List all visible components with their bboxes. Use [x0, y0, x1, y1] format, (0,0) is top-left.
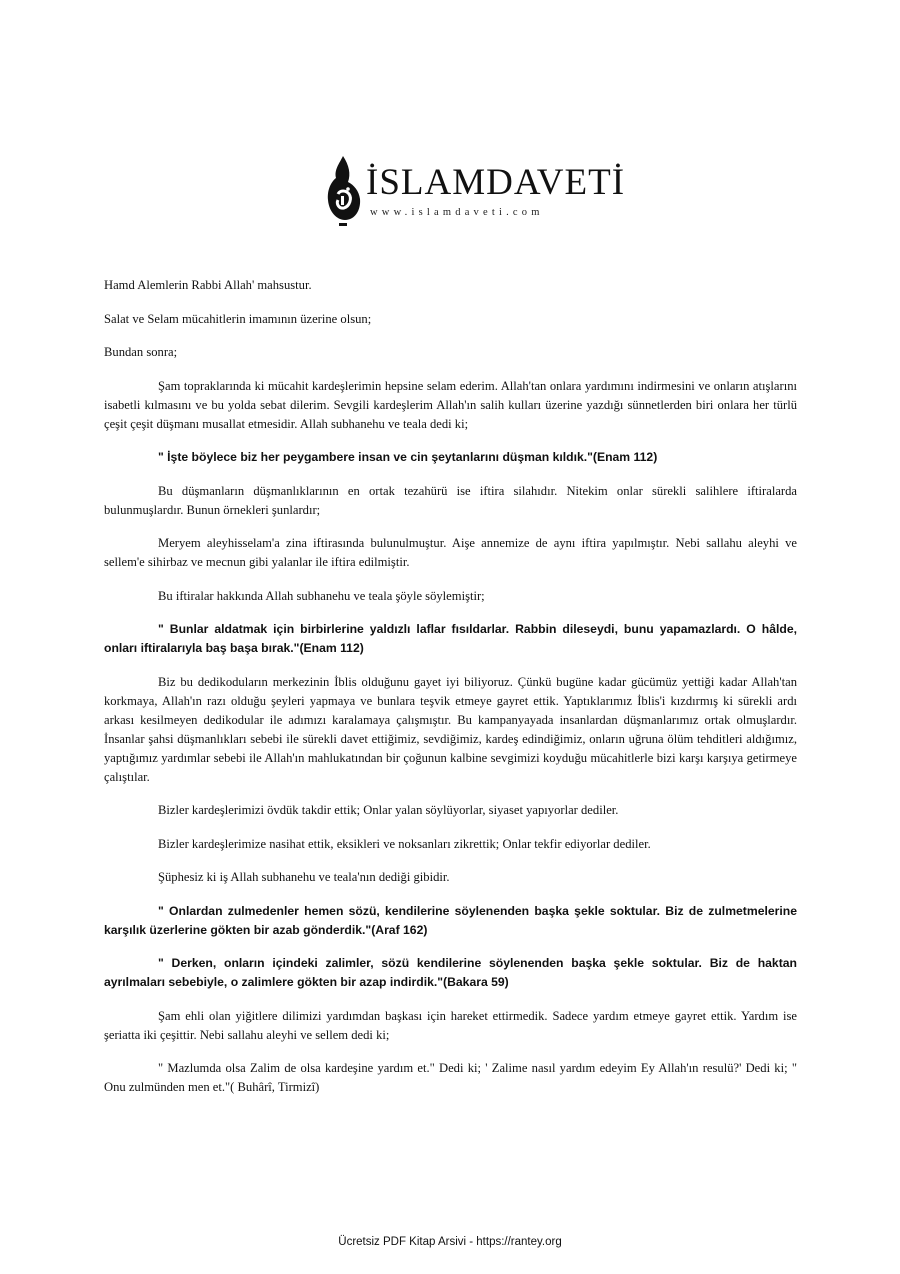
- quote-verse: " Derken, onların içindeki zalimler, sözü kendilerine söylenenden başka şekle soktular. Biz de haktan ayrılmaları sebebiyle, o zalimlere gökten bir azap indirdik."(Bakara 59): [104, 956, 797, 989]
- page-footer: Ücretsiz PDF Kitap Arsivi - https://rantey.org: [338, 1236, 562, 1248]
- paragraph: Bizler kardeşlerimize nasihat ettik, eksikleri ve noksanları zikrettik; Onlar tekfir ediyorlar dediler.: [158, 836, 651, 851]
- quote-verse: " İşte böylece biz her peygambere insan ve cin şeytanlarını düşman kıldık."(Enam 112): [158, 450, 658, 464]
- paragraph-hadith: " Mazlumda olsa Zalim de olsa kardeşine yardım et." Dedi ki; ' Zalime nasıl yardım edeyim Ey Allah'ın resulü?' Dedi ki; " Onu zulmünden men et."( Buhârî, Tirmizî): [104, 1061, 797, 1094]
- paragraph-salutation: Salat ve Selam mücahitlerin imamının üzerine olsun;: [104, 311, 372, 326]
- quote-verse: " Bunlar aldatmak için birbirlerine yaldızlı laflar fısıldarlar. Rabbin dileseydi, bunu yapamazlardı. O hâlde, onları iftiralarıyla baş başa bırak."(Enam 112): [104, 622, 797, 655]
- paragraph: Meryem aleyhisselam'a zina iftirasında bulunulmuştur. Aişe annemize de aynı iftira yapılmıştır. Nebi sallahu aleyhi ve sellem'e sihirbaz ve mecnun gibi yalanlar ile iftira edilmiştir.: [104, 536, 797, 569]
- paragraph: Şam ehli olan yiğitlere dilimizi yardımdan başkası için hareket ettirmedik. Sadece yardım etmeye gayret ettik. Yardım ise şeriatta iki çeşittir. Nebi sallahu aleyhi ve sellem dedi ki;: [104, 1008, 797, 1042]
- paragraph: Bizler kardeşlerimizi övdük takdir ettik; Onlar yalan söylüyorlar, siyaset yapıyorlar dediler.: [158, 803, 619, 817]
- document-body: [104, 276, 797, 1112]
- paragraph: Şüphesiz ki iş Allah subhanehu ve teala'nın dediği gibidir.: [158, 870, 450, 884]
- logo-url: www.islamdaveti.com: [370, 207, 544, 218]
- quote-verse: " Onlardan zulmedenler hemen sözü, kendilerine söylenenden başka şekle soktular. Biz de zulmetmelerine karşılık üzerlerine gökten bir azab gönderdik."(Araf 162): [104, 903, 797, 937]
- paragraph: Bu düşmanların düşmanlıklarının en ortak tezahürü ise iftira silahıdır. Nitekim onlar sürekli salihlere iftiralarda bulunmuşlardır. Bunun örnekleri şunlardır;: [104, 483, 797, 517]
- paragraph: Biz bu dedikoduların merkezinin İblis olduğunu gayet iyi biliyoruz. Çünkü bugüne kadar gücümüz yettiği kadar Allah'tan korkmaya, Allah'ın razı olduğu şeyleri yapmaya ve bunlara teşvik etmeye gayret ettik. Yaptıklarımız İblis'i kızdırmış ki sürekli ardı arkası kesilmeyen dedikodular ile adımızı karalamaya çalışmıştır. Bu kampanyayada insanlardan düşmanlarımız ortak olmuşlardır. İnsanlar şahsi düşmanlıkları sebebi ile sürekli davet ettiğimiz, sevdiğimiz, kardeş edindiğimiz, onların uğruna ölüm tehditleri aldığımız, yaptığımız yardımlar sebebi ile Allah'ın mahlukatından bir çoğunun kalbine sevgimizi koyduğu mücahitlerle bizi karşı karşıya getirmeye çalıştılar.: [104, 674, 797, 784]
- logo-title: İSLAMDAVETİ: [366, 162, 626, 203]
- calligraphy-emblem-icon: [322, 154, 364, 230]
- paragraph: Bu iftiralar hakkında Allah subhanehu ve teala şöyle söylemiştir;: [158, 588, 485, 603]
- paragraph-greeting: Hamd Alemlerin Rabbi Allah' mahsustur.: [104, 278, 312, 292]
- paragraph-opening: Bundan sonra;: [104, 345, 178, 359]
- paragraph: Şam topraklarında ki mücahit kardeşlerimin hepsine selam ederim. Allah'tan onlara yardımını indirmesini ve onların atışlarını isabetli kılmasını ve bu yolda sebat dilerim. Sevgili kardeşlerim Allah'ın salih kulları üzerine yazdığı sünnetlerden biri onlara her türlü çeşit çeşit düşmanı musallat etmesidir. Allah subhanehu ve teala dedi ki;: [104, 378, 797, 431]
- site-logo: [318, 152, 626, 232]
